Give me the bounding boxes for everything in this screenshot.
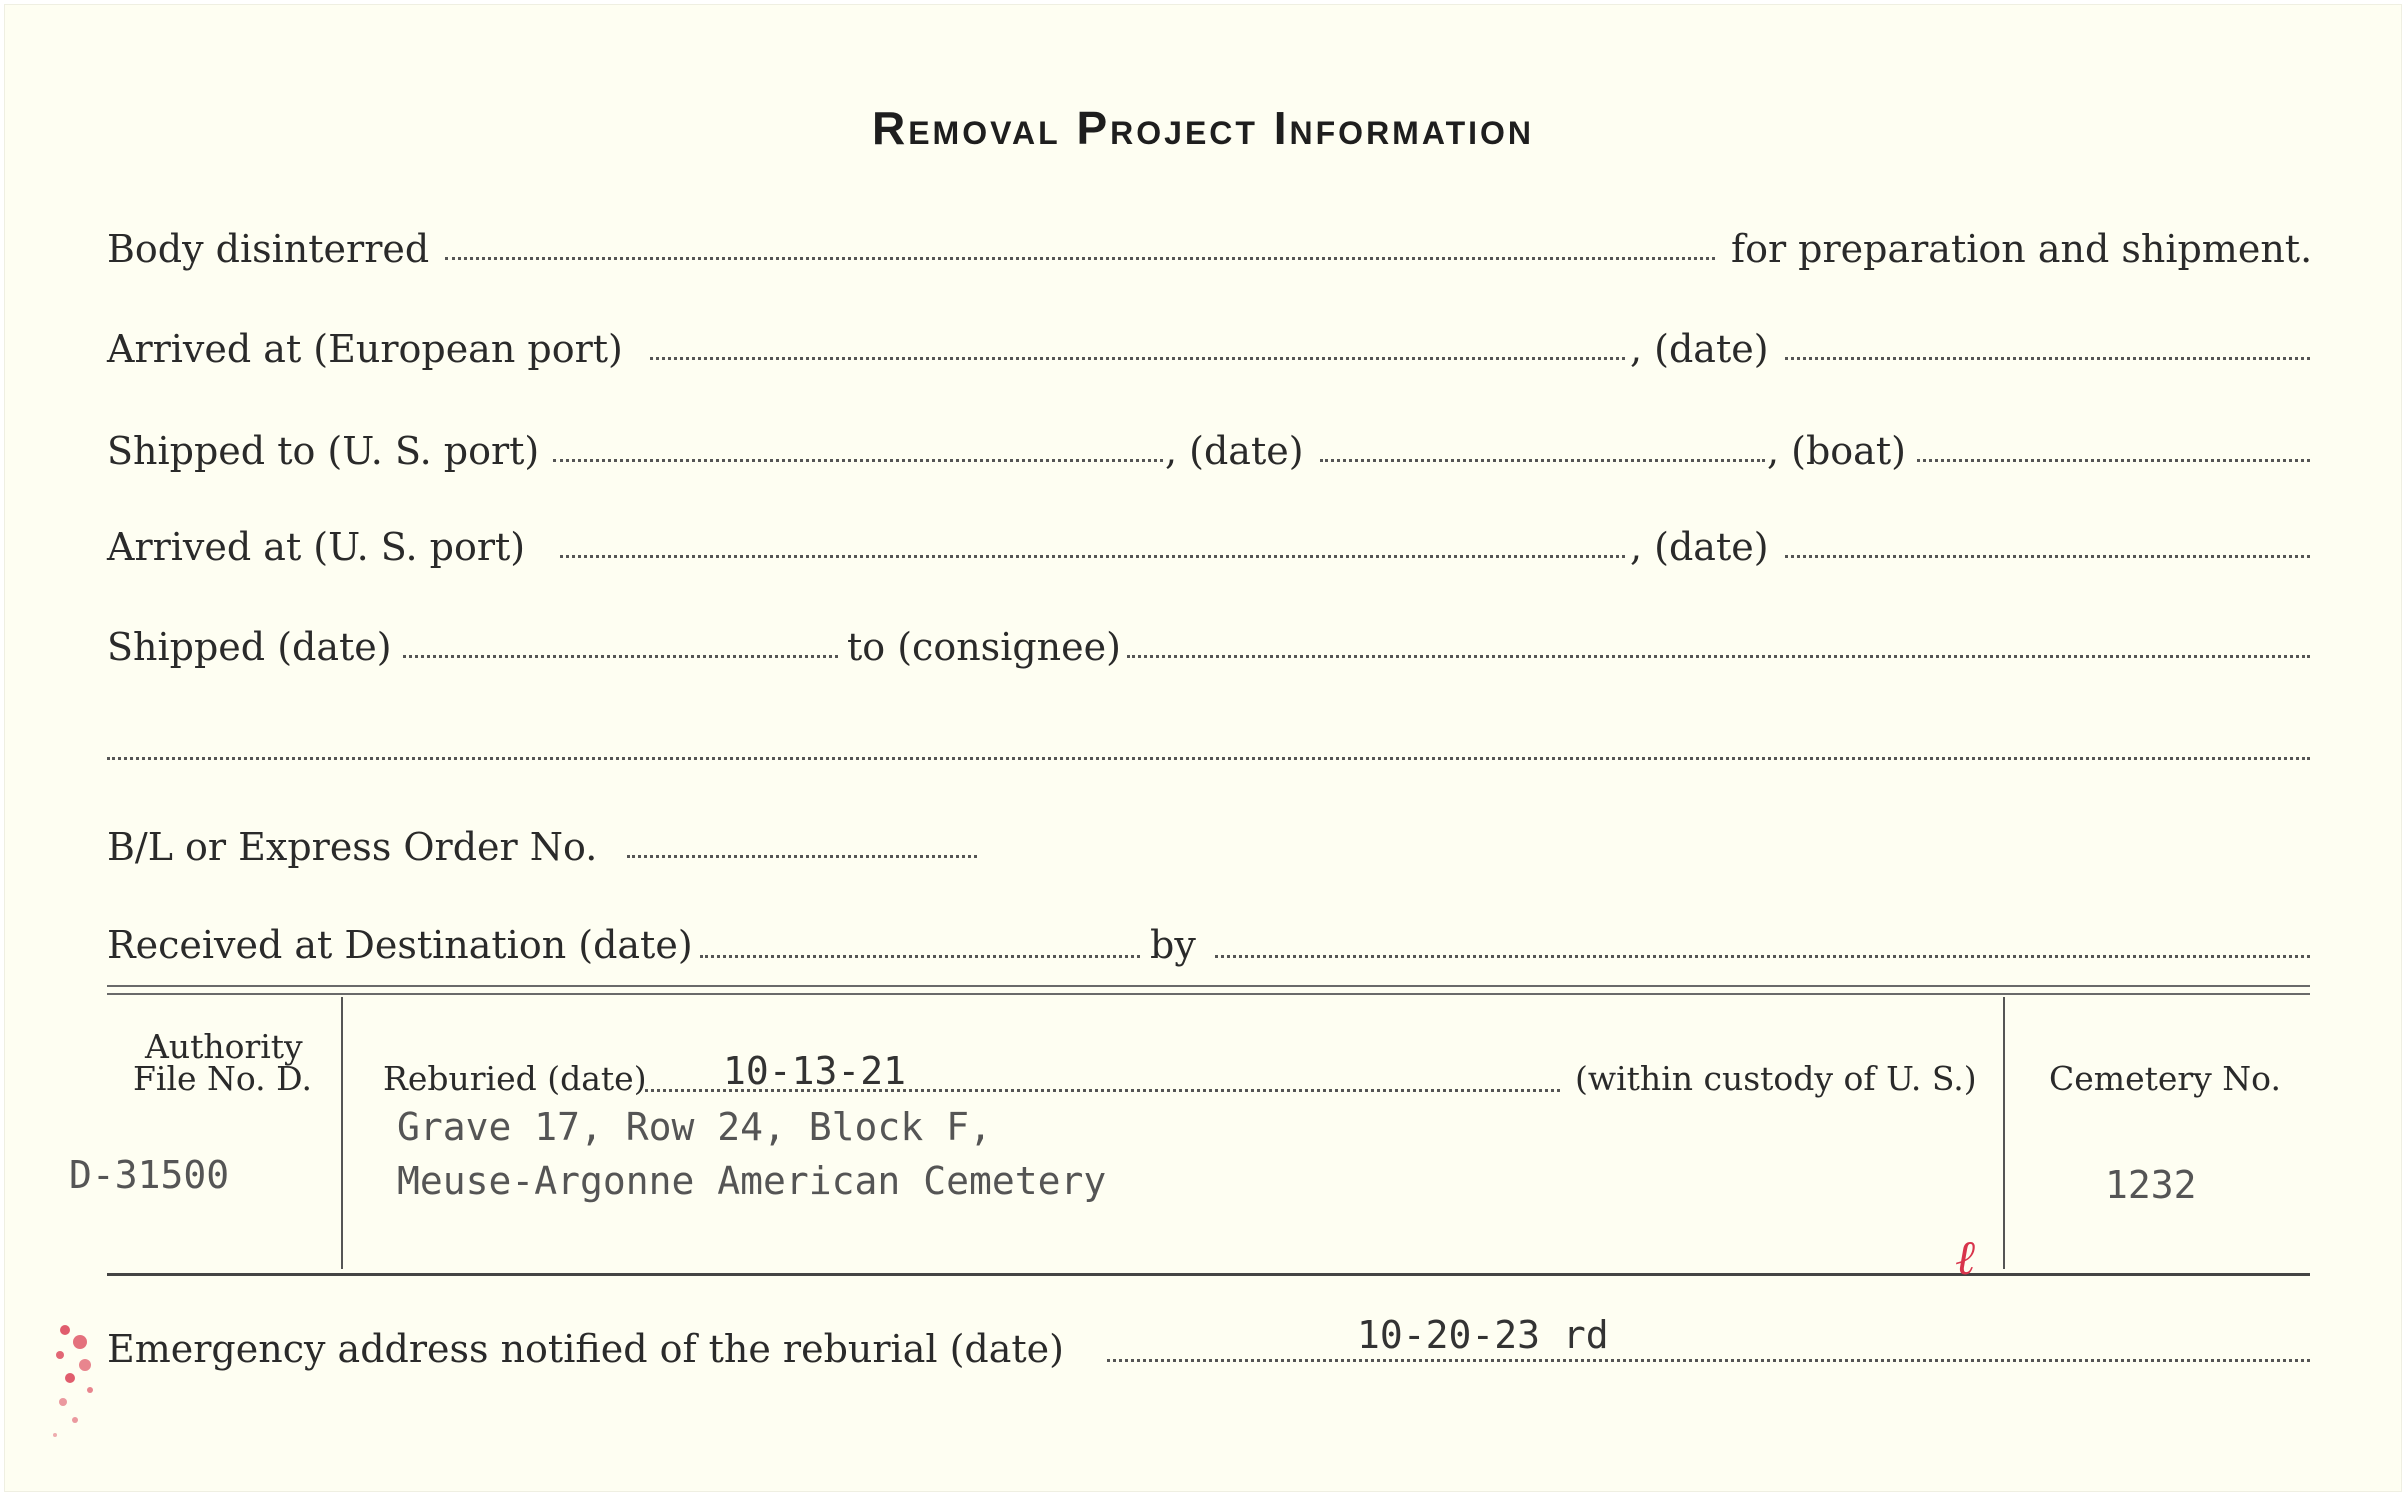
- authority-file-number: D-31500: [69, 1153, 230, 1197]
- shipped-us-date-field[interactable]: [1320, 459, 1765, 462]
- consignee-continuation-field[interactable]: [107, 757, 2310, 760]
- emergency-date-field[interactable]: [1107, 1359, 2310, 1362]
- red-ink-stamp-icon: [35, 1310, 115, 1450]
- arrived-european-port-field[interactable]: [650, 357, 1625, 360]
- handwritten-check-mark-icon: ℓ: [1955, 1230, 1975, 1286]
- received-by-label: by: [1150, 923, 1196, 967]
- table-top-rule-2: [107, 993, 2310, 995]
- authority-label-line2: File No. D.: [133, 1059, 312, 1098]
- shipped-date-label: Shipped (date): [107, 625, 392, 669]
- bl-order-field[interactable]: [627, 855, 977, 858]
- received-date-field[interactable]: [700, 955, 1140, 958]
- shipped-us-label: Shipped to (U. S. port): [107, 429, 540, 473]
- authority-label-line1: Authority: [145, 1027, 303, 1066]
- body-disinterred-suffix: for preparation and shipment.: [1731, 227, 2313, 271]
- emergency-label: Emergency address notified of the reburial (date): [107, 1327, 1064, 1371]
- emergency-date-value: 10-20-23 rd: [1357, 1313, 1609, 1357]
- arrived-us-date-label: , (date): [1630, 525, 1769, 569]
- shipped-us-port-field[interactable]: [553, 459, 1163, 462]
- received-by-field[interactable]: [1215, 955, 2310, 958]
- received-label: Received at Destination (date): [107, 923, 693, 967]
- shipped-date-field[interactable]: [403, 655, 838, 658]
- arrived-us-label: Arrived at (U. S. port): [107, 525, 526, 569]
- table-bottom-rule: [107, 1273, 2310, 1276]
- shipped-us-boat-label: , (boat): [1767, 429, 1906, 473]
- removal-project-card: [4, 4, 2402, 1492]
- consignee-label: to (consignee): [847, 625, 1121, 669]
- arrived-european-date-label: , (date): [1630, 327, 1769, 371]
- arrived-european-label: Arrived at (European port): [107, 327, 623, 371]
- column-divider-right: [2003, 997, 2005, 1269]
- card-title: Removal Project Information: [871, 102, 1535, 154]
- reburied-label: Reburied (date): [383, 1059, 647, 1098]
- arrived-us-port-field[interactable]: [560, 555, 1625, 558]
- arrived-us-date-field[interactable]: [1785, 555, 2310, 558]
- consignee-field[interactable]: [1127, 655, 2310, 658]
- table-top-rule: [107, 985, 2310, 987]
- body-disinterred-field[interactable]: [445, 257, 1715, 260]
- reburied-date-value: 10-13-21: [723, 1049, 907, 1093]
- custody-label: (within custody of U. S.): [1575, 1059, 1977, 1098]
- arrived-european-date-field[interactable]: [1785, 357, 2310, 360]
- bl-order-label: B/L or Express Order No.: [107, 825, 598, 869]
- cemetery-number: 1232: [2105, 1163, 2197, 1207]
- shipped-us-boat-field[interactable]: [1917, 459, 2310, 462]
- cemetery-label: Cemetery No.: [2049, 1059, 2281, 1098]
- body-disinterred-label: Body disinterred: [107, 227, 430, 271]
- location-line1: Grave 17, Row 24, Block F,: [397, 1105, 992, 1149]
- shipped-us-date-label: , (date): [1165, 429, 1304, 473]
- location-line2: Meuse-Argonne American Cemetery: [397, 1159, 1107, 1203]
- column-divider-left: [341, 997, 343, 1269]
